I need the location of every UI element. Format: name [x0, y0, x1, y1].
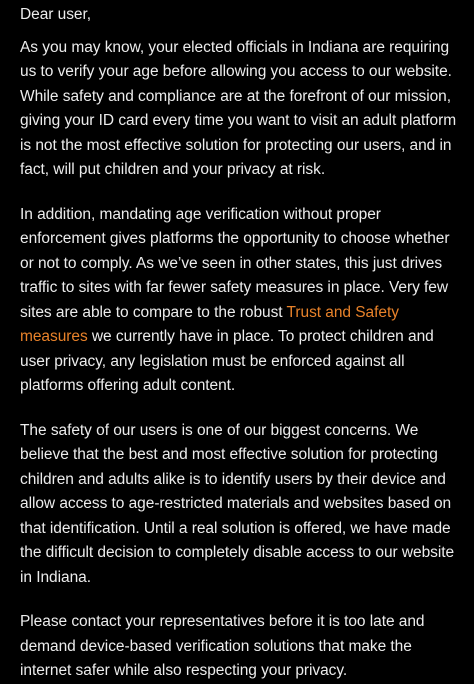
- trust-and-safety-link[interactable]: Trust and Safety measures: [20, 303, 399, 345]
- paragraph-contact-representatives: Please contact your representatives before it is too late and demand device-based verification solutions that make the internet safer while also respecting your privacy.: [20, 613, 425, 679]
- paragraph-enforcement-text-start: In addition, mandating age verification without proper enforcement gives platforms the opportunity to choose whether or not to comply. As we’ve seen in other states, this just drives traffic to sites with far fewer safety measures in place. Very few sites are able to compare to the robust: [20, 205, 450, 321]
- paragraph-device-verification: The safety of our users is one of our biggest concerns. We believe that the best and most effective solution for protecting children and adults alike is to identify users by their device and allow access to age-restricted materials and websites based on that identification. Until a real solution is offered, we have made the difficult decision to completely disable access to our website in Indiana.: [20, 421, 455, 586]
- paragraph-enforcement: [20, 203, 464, 399]
- greeting-text: Dear user,: [20, 6, 92, 23]
- paragraph-enforcement-text-end: we currently have in place. To protect children and user privacy, any legislation must be enforced against all platforms offering adult content.: [20, 328, 434, 394]
- paragraph-id-requirement: As you may know, your elected officials in Indiana are requiring us to verify your age before allowing you access to our website. While safety and compliance are at the forefront of our mission, giving your ID card every time you want to visit an adult platform is not the most effective solution for protecting our users, and in fact, will put children and your privacy at risk.: [20, 38, 457, 178]
